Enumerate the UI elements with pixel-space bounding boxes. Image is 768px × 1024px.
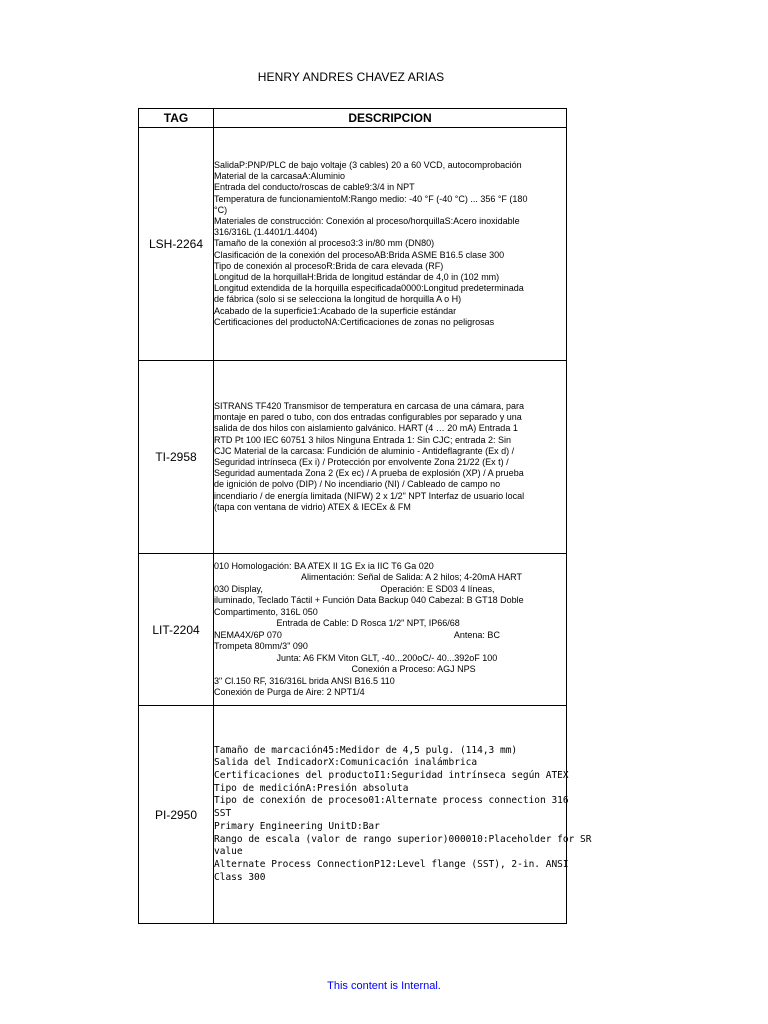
tag-cell: LSH-2264 — [139, 128, 214, 361]
description-cell — [214, 128, 567, 361]
description-line: NEMA4X/6P 070 Antena: BC — [214, 629, 500, 640]
description-line: Rango de escala (valor de rango superior)000010:Placeholder for SR — [214, 833, 592, 845]
description-line: Alimentación: Señal de Salida: A 2 hilos; 4-20mA HART — [214, 572, 522, 582]
description-line: 010 Homologación: BA ATEX II 1G Ex ia IIC T6 Ga 020 — [214, 560, 434, 571]
description-line: SalidaP:PNP/PLC de bajo voltaje (3 cables) 20 a 60 VCD, autocomprobación — [214, 159, 522, 170]
description-line: Tipo de conexión al procesoR:Brida de cara elevada (RF) — [214, 260, 444, 271]
description-line: 030 Display, Operación: E SD03 4 líneas, — [214, 583, 495, 594]
table-row — [139, 706, 567, 924]
description-line: de ignición de polvo (DIP) / No incendiario (NI) / Cableado de campo no — [214, 479, 501, 490]
description-cell — [214, 554, 567, 706]
description-line: SST — [214, 808, 232, 820]
description-cell — [214, 706, 592, 924]
description-line: Class 300 — [214, 871, 266, 883]
table-row — [139, 361, 567, 554]
tag-cell: PI-2950 — [139, 706, 214, 924]
description-line: Material de la carcasaA:Aluminio — [214, 171, 346, 182]
tag-column-header: TAG — [139, 109, 214, 128]
description-line: Trompeta 80mm/3" 090 — [214, 641, 308, 651]
description-line: 316/316L (1.4401/1.4404) — [214, 227, 318, 238]
description-line: Compartimento, 316L 050 — [214, 606, 318, 617]
description-line: Certificaciones del productoNA:Certificaciones de zonas no peligrosas — [214, 316, 495, 327]
description-line: Primary Engineering UnitD:Bar — [214, 820, 380, 832]
description-line: Conexión a Proceso: AGJ NPS — [214, 664, 476, 674]
tag-cell: TI-2958 — [139, 361, 214, 554]
table-row — [139, 554, 567, 706]
description-line: 3" Cl.150 RF, 316/316L brida ANSI B16.5 110 — [214, 675, 395, 686]
description-line: Salida del IndicadorX:Comunicación inalámbrica — [214, 757, 478, 769]
description-line: Clasificación de la conexión del procesoAB:Brida ASME B16.5 clase 300 — [214, 249, 505, 260]
description-line: Materiales de construcción: Conexión al proceso/horquillaS:Acero inoxidable — [214, 215, 520, 226]
description-line: Conexión de Purga de Aire: 2 NPT1/4 — [214, 687, 365, 697]
description-line: Entrada de Cable: D Rosca 1/2" NPT, IP66/68 — [214, 618, 460, 628]
description-line: incendiario / de energía limitada (NIFW) 2 x 1/2" NPT Interfaz de usuario local — [214, 490, 525, 501]
description-line: SITRANS TF420 Transmisor de temperatura en carcasa de una cámara, para — [214, 400, 524, 411]
description-line: Tamaño de marcación45:Medidor de 4,5 pulg. (114,3 mm) — [214, 744, 518, 756]
description-line: Seguridad aumentada Zona 2 (Ex ec) / A prueba de explosión (XP) / A prueba — [214, 468, 524, 479]
description-line: Longitud extendida de la horquilla especificada0000:Longitud predeterminada — [214, 283, 524, 294]
description-line: Alternate Process ConnectionP12:Level flange (SST), 2-in. ANSI — [214, 858, 569, 870]
table-header-row — [139, 109, 567, 128]
description-column-header: DESCRIPCION — [214, 109, 567, 128]
spec-table — [138, 108, 592, 924]
description-line: iluminado, Teclado Táctil + Función Data Backup 040 Cabezal: B GT18 Doble — [214, 595, 524, 605]
description-line: °C) — [214, 204, 228, 215]
description-line: Tamaño de la conexión al proceso3:3 in/80 mm (DN80) — [214, 238, 435, 249]
description-line: CJC Material de la carcasa: Fundición de aluminio - Antideflagrante (Ex d) / — [214, 445, 515, 456]
description-line: value — [214, 846, 243, 858]
description-line: Entrada del conducto/roscas de cable9:3/4 in NPT — [214, 182, 415, 193]
description-line: Junta: A6 FKM Viton GLT, -40...200oC/- 40...392oF 100 — [214, 652, 498, 663]
classification-footer: This content is Internal. — [327, 980, 441, 992]
description-line: Tipo de mediciónA:Presión absoluta — [214, 782, 409, 794]
table-row — [139, 128, 567, 361]
description-line: de fábrica (solo si se selecciona la longitud de horquilla A o H) — [214, 294, 462, 305]
description-line: Certificaciones del productoI1:Seguridad intrínseca según ATEX — [214, 770, 569, 782]
page-title: HENRY ANDRES CHAVEZ ARIAS — [257, 70, 445, 84]
description-line: Temperatura de funcionamientoM:Rango medio: -40 °F (-40 °C) ... 356 °F (180 — [214, 193, 528, 204]
description-line: salida de dos hilos con aislamiento galvánico. HART (4 … 20 mA) Entrada 1 — [214, 423, 518, 434]
description-line: Longitud de la horquillaH:Brida de longitud estándar de 4,0 in (102 mm) — [214, 272, 500, 282]
description-line: Acabado de la superficie1:Acabado de la superficie estándar — [214, 305, 457, 316]
description-line: montaje en pared o tubo, con dos entradas configurables por separado y una — [214, 412, 522, 423]
description-line: RTD Pt 100 IEC 60751 3 hilos Ninguna Entrada 1: Sin CJC; entrada 2: Sin — [214, 434, 512, 445]
tag-cell: LIT-2204 — [139, 554, 214, 706]
description-line: Tipo de conexión de proceso01:Alternate process connection 316 — [214, 795, 569, 807]
description-line: Seguridad intrínseca (Ex i) / Protección por envolvente Zona 21/22 (Ex t) / — [214, 457, 509, 467]
description-line: (tapa con ventana de vidrio) ATEX & IECEx & FM — [214, 501, 411, 512]
description-cell — [214, 361, 567, 554]
